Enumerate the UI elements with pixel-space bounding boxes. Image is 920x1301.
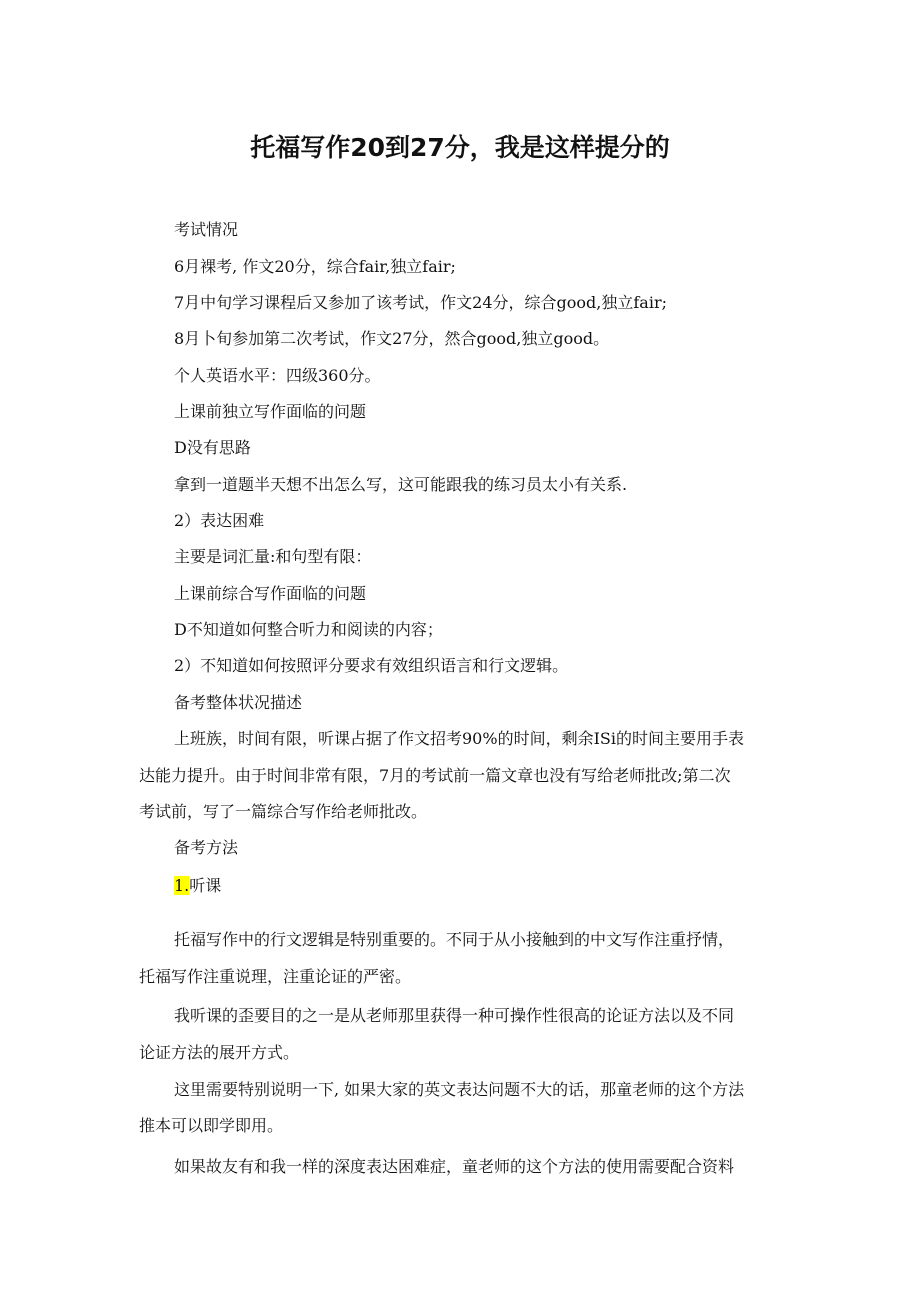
integrated-item-2: 2）不知道如何按照评分要求有效组织语言和行文逻辑。 bbox=[174, 656, 569, 675]
method-para-1-line-1: 托福写作中的行文逻辑是特别重要的。不同于从小接触到的中文写作注重抒情， bbox=[174, 930, 735, 949]
method-para-2-line-2: 论证方法的展开方式。 bbox=[139, 1043, 300, 1062]
method-para-3-line-2: 推本可以即学即用。 bbox=[139, 1116, 284, 1135]
exam-line-2: 7月中旬学习课程后又参加了该考试，作文24分，综合good,独立fair; bbox=[174, 293, 667, 312]
independent-item-2: 拿到一道题半天想不出怎么写，这可能跟我的练习员太小有关系. bbox=[174, 475, 628, 494]
section-heading-method: 备考方法 bbox=[174, 838, 239, 857]
method-subheading bbox=[174, 874, 221, 898]
page-title: 托福写作20到27分，我是这样提分的 bbox=[250, 133, 670, 162]
overview-line-3: 考试前，写了一篇综合写作给老师批改。 bbox=[139, 802, 428, 821]
method-sub-number: 1. bbox=[174, 876, 190, 895]
section-heading-independent: 上课前独立写作面临的问题 bbox=[174, 402, 367, 421]
method-para-3-line-1: 这里需要特别说明一下, 如果大家的英文表达问题不大的话，那童老师的这个方法 bbox=[174, 1080, 745, 1099]
section-heading-overview: 备考整体状况描述 bbox=[174, 693, 303, 712]
independent-item-3: 2）表达困难 bbox=[174, 511, 265, 530]
method-sub-label: 听课 bbox=[189, 876, 222, 895]
method-para-2-line-1: 我听课的歪要目的之一是从老师那里获得一种可操作性很高的论证方法以及不同 bbox=[174, 1006, 735, 1025]
section-heading-exam: 考试情况 bbox=[174, 220, 239, 239]
exam-line-1: 6月裸考, 作文20分，综合fair,独立fair; bbox=[174, 257, 456, 276]
method-para-4-line-1: 如果故友有和我一样的深度表达困难症，童老师的这个方法的使用需要配合资料 bbox=[174, 1157, 735, 1176]
overview-line-2: 达能力提升。由于时间非常有限，7月的考试前一篇文章也没有写给老师批改;第二次 bbox=[139, 766, 731, 785]
exam-line-3: 8月卜旬参加第二次考试，作文27分，然合good,独立good。 bbox=[174, 329, 610, 348]
independent-item-4: 主要是词汇量:和句型有限： bbox=[174, 547, 372, 566]
overview-line-1: 上班族，时间有限，听课占据了作文招考90%的时间，剩余ISi的时间主要用手表 bbox=[174, 729, 744, 748]
independent-item-1: D没有思路 bbox=[174, 438, 251, 457]
section-heading-integrated: 上课前综合写作面临的问题 bbox=[174, 584, 367, 603]
integrated-item-1: D不知道如何整合听力和阅读的内容； bbox=[174, 620, 443, 639]
exam-line-4: 个人英语水平：四级360分。 bbox=[174, 366, 381, 385]
method-para-1-line-2: 托福写作注重说理，注重论证的严密。 bbox=[139, 967, 412, 986]
